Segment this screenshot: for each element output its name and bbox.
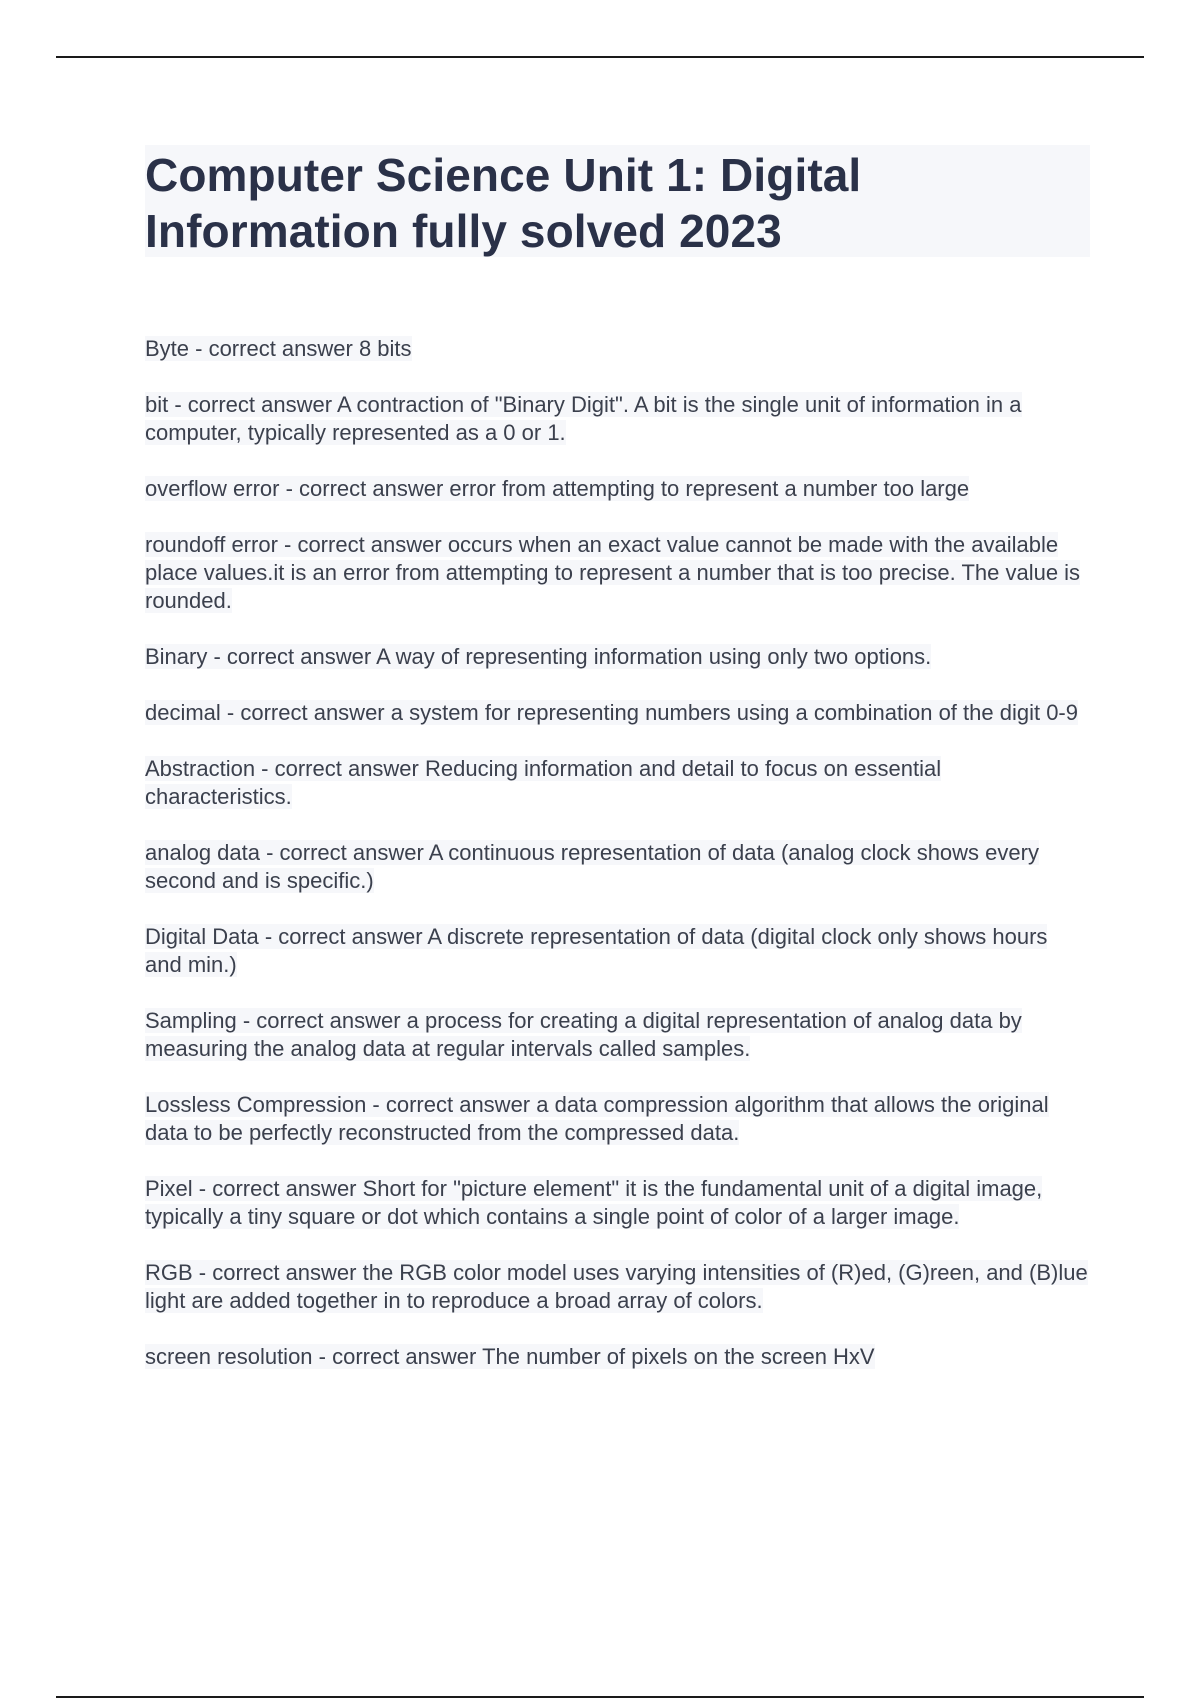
entry-text: screen resolution - correct answer The number of pixels on the screen HxV <box>145 1344 875 1369</box>
entry-text: Lossless Compression - correct answer a data compression algorithm that allows the original data to be perfectly reconstructed from the compressed data. <box>145 1092 1049 1145</box>
entry-text: analog data - correct answer A continuous representation of data (analog clock shows every second and is specific.) <box>145 840 1039 893</box>
entry-list <box>145 335 1090 1371</box>
list-item <box>145 1259 1090 1315</box>
entry-text: Digital Data - correct answer A discrete representation of data (digital clock only shows hours and min.) <box>145 924 1048 977</box>
entry-text: roundoff error - correct answer occurs when an exact value cannot be made with the available place values.it is an error from attempting to represent a number that is too precise. The value is rounded. <box>145 532 1081 613</box>
top-divider <box>56 56 1144 58</box>
entry-text: Pixel - correct answer Short for "picture element" it is the fundamental unit of a digital image, typically a tiny square or dot which contains a single point of color of a larger image. <box>145 1176 1043 1229</box>
list-item <box>145 1091 1090 1147</box>
entry-text: bit - correct answer A contraction of "Binary Digit". A bit is the single unit of information in a computer, typically represented as a 0 or 1. <box>145 392 1022 445</box>
list-item <box>145 1175 1090 1231</box>
list-item <box>145 923 1090 979</box>
list-item <box>145 839 1090 895</box>
entry-text: RGB - correct answer the RGB color model uses varying intensities of (R)ed, (G)reen, and (B)lue light are added together in to reproduce a broad array of colors. <box>145 1260 1088 1313</box>
entry-text: overflow error - correct answer error from attempting to represent a number too large <box>145 476 970 501</box>
title-block <box>145 145 1090 257</box>
entry-text: Abstraction - correct answer Reducing information and detail to focus on essential characteristics. <box>145 756 942 809</box>
list-item <box>145 699 1090 727</box>
list-item <box>145 475 1090 503</box>
bottom-divider <box>56 1696 1144 1698</box>
document-body <box>145 145 1090 1399</box>
list-item <box>145 643 1090 671</box>
entry-text: decimal - correct answer a system for representing numbers using a combination of the digit 0-9 <box>145 700 1078 725</box>
list-item <box>145 391 1090 447</box>
list-item <box>145 335 1090 363</box>
list-item <box>145 531 1090 615</box>
list-item <box>145 1007 1090 1063</box>
entry-text: Byte - correct answer 8 bits <box>145 336 412 361</box>
list-item <box>145 755 1090 811</box>
list-item <box>145 1343 1090 1371</box>
entry-text: Binary - correct answer A way of representing information using only two options. <box>145 644 932 669</box>
entry-text: Sampling - correct answer a process for creating a digital representation of analog data by measuring the analog data at regular intervals called samples. <box>145 1008 1022 1061</box>
document-title: Computer Science Unit 1: Digital Information fully solved 2023 <box>145 149 862 257</box>
